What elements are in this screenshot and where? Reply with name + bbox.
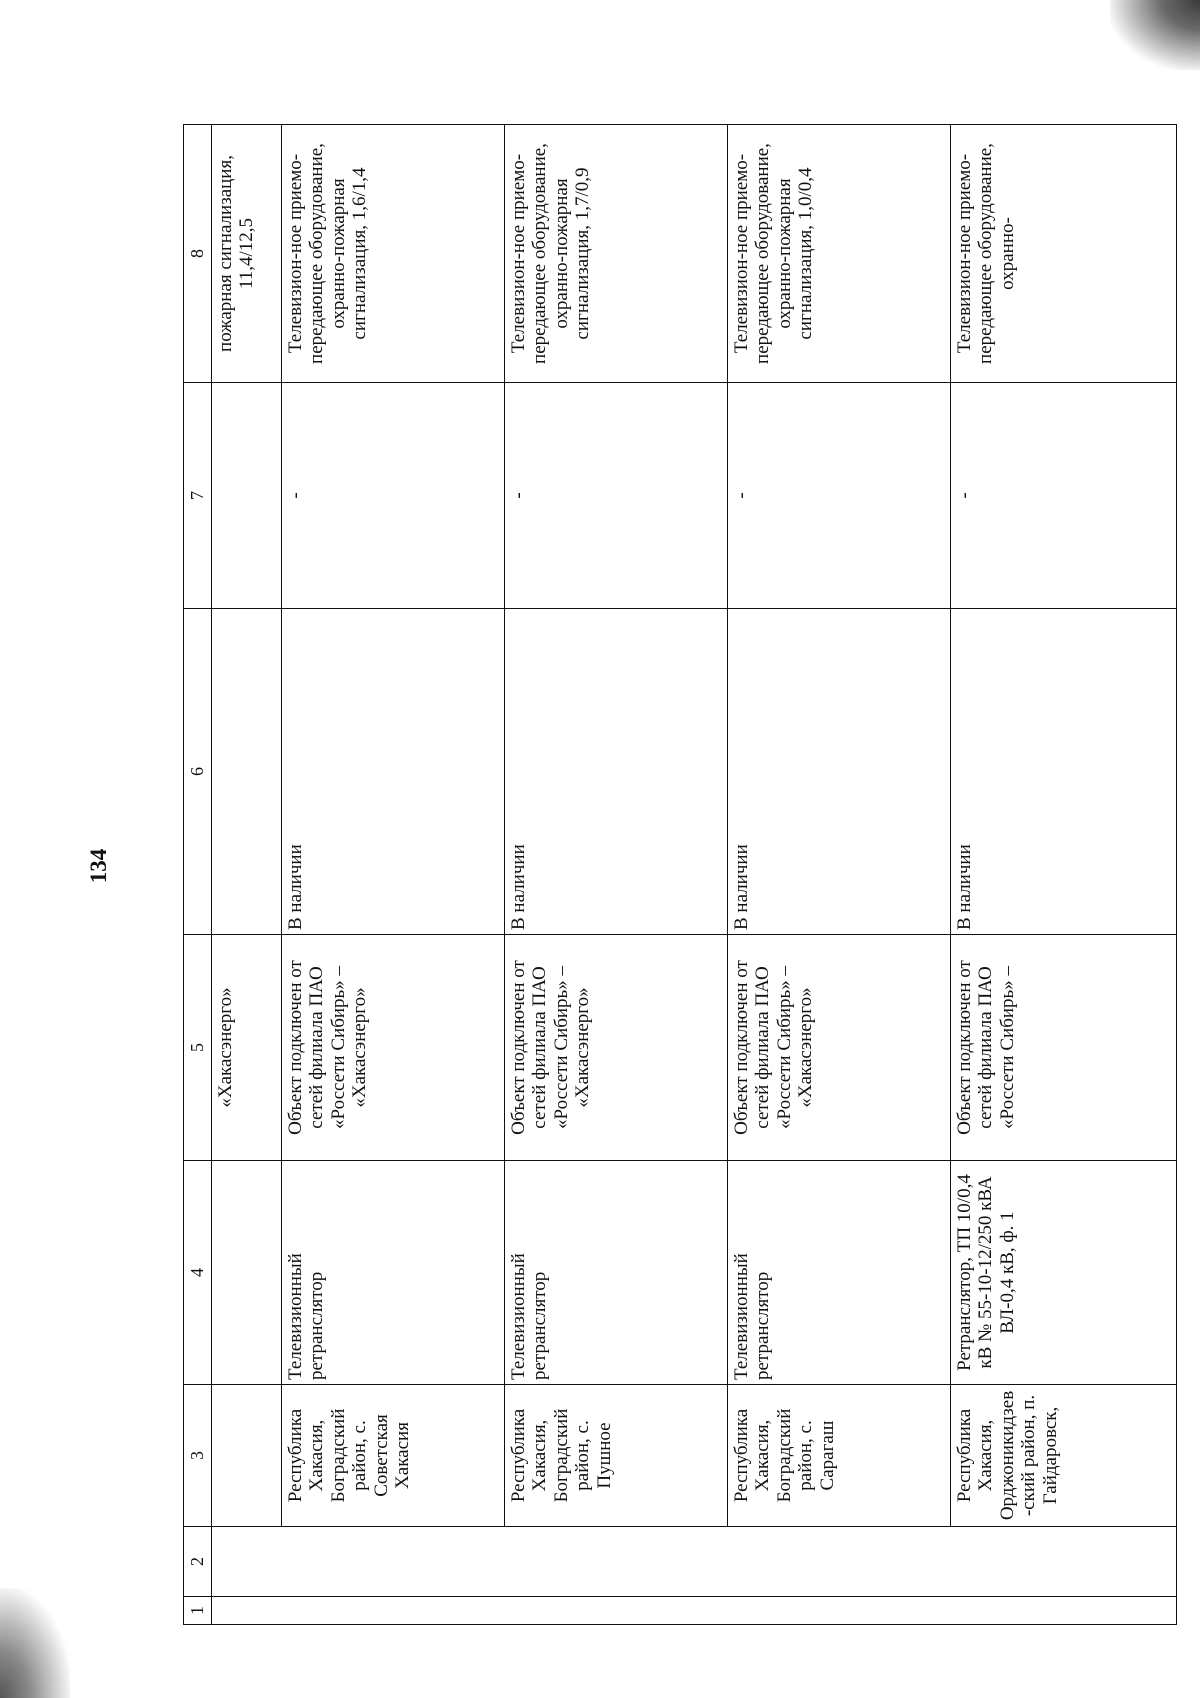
object-cell: Ретранслятор, ТП 10/0,4 кВ № 55-10-12/250 кВА ВЛ-0,4 кВ, ф. 1 (951, 1161, 1177, 1385)
power-supply-cell: Объект подключен от сетей филиала ПАО «Россети Сибирь» – «Хакасэнерго» (505, 935, 728, 1161)
table-row (728, 125, 951, 1625)
equipment-cell: Телевизион-ное приемо-передающее оборудование, охранно-пожарная сигнализация, 1,0/0,4 (728, 125, 951, 383)
location-cell: Республика Хакасия, Боградский район, с. Сарагаш (728, 1385, 951, 1527)
col-number-7: 7 (184, 383, 212, 609)
location-cell: Республика Хакасия, Боградский район, с. Советская Хакасия (282, 1385, 505, 1527)
col-number-3: 3 (184, 1385, 212, 1527)
availability-cell: В наличии (728, 609, 951, 935)
col7-cell: - (728, 383, 951, 609)
col-number-5: 5 (184, 935, 212, 1161)
col7-cell: - (951, 383, 1177, 609)
facilities-table (183, 124, 1177, 1625)
cont-col8: пожарная сигнализация, 11,4/12,5 (212, 125, 282, 383)
col-number-8: 8 (184, 125, 212, 383)
col2-merged-cell (212, 1527, 1177, 1597)
page-number: 134 (86, 848, 111, 884)
col-number-1: 1 (184, 1597, 212, 1625)
equipment-cell: Телевизион-ное приемо-передающее оборудование, охранно-пожарная сигнализация, 1,6/1,4 (282, 125, 505, 383)
availability-cell: В наличии (282, 609, 505, 935)
cont-col5: «Хакасэнерго» (212, 935, 282, 1161)
cont-col7 (212, 383, 282, 609)
equipment-cell: Телевизион-ное приемо-передающее оборудование, охранно- (951, 125, 1177, 383)
object-cell: Телевизионный ретранслятор (505, 1161, 728, 1385)
cont-col3 (212, 1385, 282, 1527)
availability-cell: В наличии (505, 609, 728, 935)
availability-cell: В наличии (951, 609, 1177, 935)
power-supply-cell: Объект подключен от сетей филиала ПАО «Россети Сибирь» – «Хакасэнерго» (728, 935, 951, 1161)
column-number-row (184, 125, 212, 1625)
table-row (282, 125, 505, 1625)
col1-merged-cell (212, 1597, 1177, 1625)
power-supply-cell: Объект подключен от сетей филиала ПАО «Россети Сибирь» – (951, 935, 1177, 1161)
equipment-cell: Телевизион-ное приемо-передающее оборудование, охранно-пожарная сигнализация, 1,7/0,9 (505, 125, 728, 383)
object-cell: Телевизионный ретранслятор (728, 1161, 951, 1385)
power-supply-cell: Объект подключен от сетей филиала ПАО «Россети Сибирь» – «Хакасэнерго» (282, 935, 505, 1161)
continuation-row (212, 125, 282, 1625)
cont-col4 (212, 1161, 282, 1385)
location-cell: Республика Хакасия, Боградский район, с. Пушное (505, 1385, 728, 1527)
col7-cell: - (505, 383, 728, 609)
rotated-table-wrapper (183, 125, 1061, 1625)
scan-shadow-bottom-left (0, 1588, 70, 1698)
col7-cell: - (282, 383, 505, 609)
table-row (951, 125, 1177, 1625)
object-cell: Телевизионный ретранслятор (282, 1161, 505, 1385)
col-number-6: 6 (184, 609, 212, 935)
scan-shadow-top-right (1110, 0, 1200, 70)
col-number-2: 2 (184, 1527, 212, 1597)
location-cell: Республика Хакасия, Орджоникидзев-ский район, п. Гайдаровск, (951, 1385, 1177, 1527)
table-row (505, 125, 728, 1625)
cont-col6 (212, 609, 282, 935)
col-number-4: 4 (184, 1161, 212, 1385)
